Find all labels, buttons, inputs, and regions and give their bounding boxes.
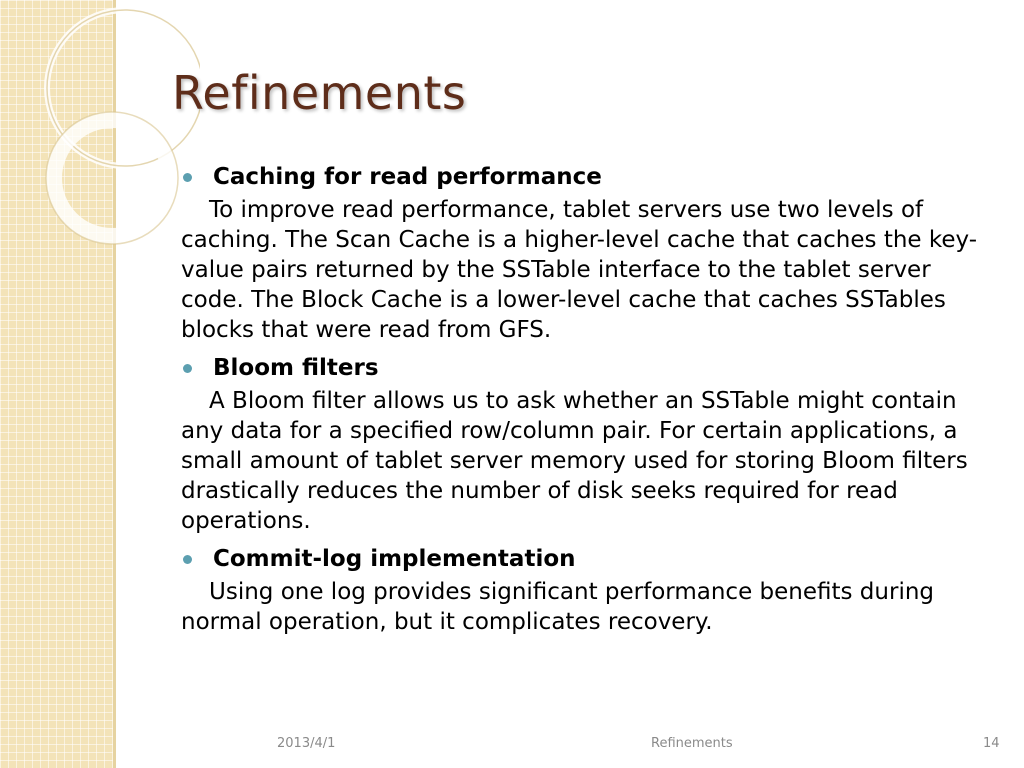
paragraph-caching: To improve read performance, tablet servers use two levels of caching. The Scan Cache is a higher-level cache that caches the key-value pairs returned by the SSTable interface to the tablet server code. The Block Cache is a lower-level cache that caches SSTables blocks that were read from GFS. — [181, 197, 978, 343]
bullet-heading-bloom-filters — [181, 353, 981, 383]
footer-date: 2013/4/1 — [277, 736, 336, 751]
bullet-dot-icon — [183, 364, 192, 373]
paragraph-bloom-filters: A Bloom filter allows us to ask whether an SSTable might contain any data for a specified row/column pair. For certain applications, a small amount of tablet server memory used for storing Bloom filters drastically reduces the number of disk seeks required for read operations. — [181, 388, 968, 534]
footer-title: Refinements — [651, 736, 733, 751]
footer-page-number: 14 — [983, 736, 1000, 751]
bullet-dot-icon — [183, 555, 192, 564]
deco-circle-small — [54, 120, 170, 236]
bullet-heading-text: Caching for read performance — [213, 164, 602, 190]
bullet-dot-icon — [183, 173, 192, 182]
deco-circle-small-shadow — [46, 112, 178, 244]
bullet-heading-text: Bloom filters — [213, 355, 379, 381]
bullet-heading-text: Commit-log implementation — [213, 546, 576, 572]
bullet-heading-commit-log — [181, 544, 981, 574]
slide-title: Refinements — [172, 66, 467, 120]
bullet-heading-caching — [181, 162, 981, 192]
slide-content — [181, 162, 981, 637]
paragraph-commit-log: Using one log provides significant performance benefits during normal operation, but it complicates recovery. — [181, 579, 935, 635]
decorative-circles — [0, 0, 200, 260]
